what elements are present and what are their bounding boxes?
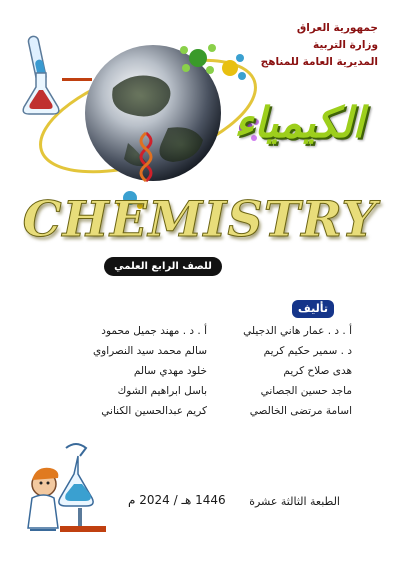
author-name: أ . د . مهند جميل محمود: [101, 325, 207, 337]
header-line-ministry: وزارة التربية: [312, 39, 378, 51]
authors-list: [62, 322, 352, 422]
author-name: سالم محمد سيد النصراوي: [92, 345, 207, 357]
author-name: أ . د . عمار هاني الدجيلي: [243, 325, 352, 337]
scientist-illustration: [20, 438, 120, 548]
author-name: ماجد حسين الجصاني: [260, 385, 352, 397]
grade-badge: للصف الرابع العلمي: [104, 257, 222, 276]
author-name: خلود مهدي سالم: [133, 365, 207, 377]
author-name: باسل ابراهيم الشوك: [117, 385, 207, 397]
authors-label: تأليف: [292, 300, 334, 318]
author-name: د . سمير حكيم كريم: [263, 345, 352, 357]
publication-year: 1446 هـ / 2024 م: [128, 493, 226, 507]
author-row: [62, 362, 352, 380]
header-line-country: جمهورية العراق: [296, 22, 378, 34]
title-arabic: الكيمياء: [234, 98, 364, 147]
title-english: CHEMISTRY: [22, 190, 378, 248]
author-row: [62, 322, 352, 340]
flask-stand-icon: [59, 444, 106, 532]
globe-illustration: [18, 18, 268, 218]
author-name: اسامة مرتضى الخالصي: [249, 405, 352, 417]
author-row: [62, 342, 352, 360]
edition-label: الطبعة الثالثة عشرة: [249, 495, 340, 508]
flask-icon: [23, 73, 59, 114]
header-line-directorate: المديرية العامة للمناهج: [260, 56, 378, 68]
scientist-icon: [28, 468, 58, 530]
author-name: كريم عبدالحسين الكناني: [101, 405, 207, 417]
author-row: [62, 402, 352, 420]
author-name: هدى صلاح كريم: [283, 365, 352, 377]
author-row: [62, 382, 352, 400]
